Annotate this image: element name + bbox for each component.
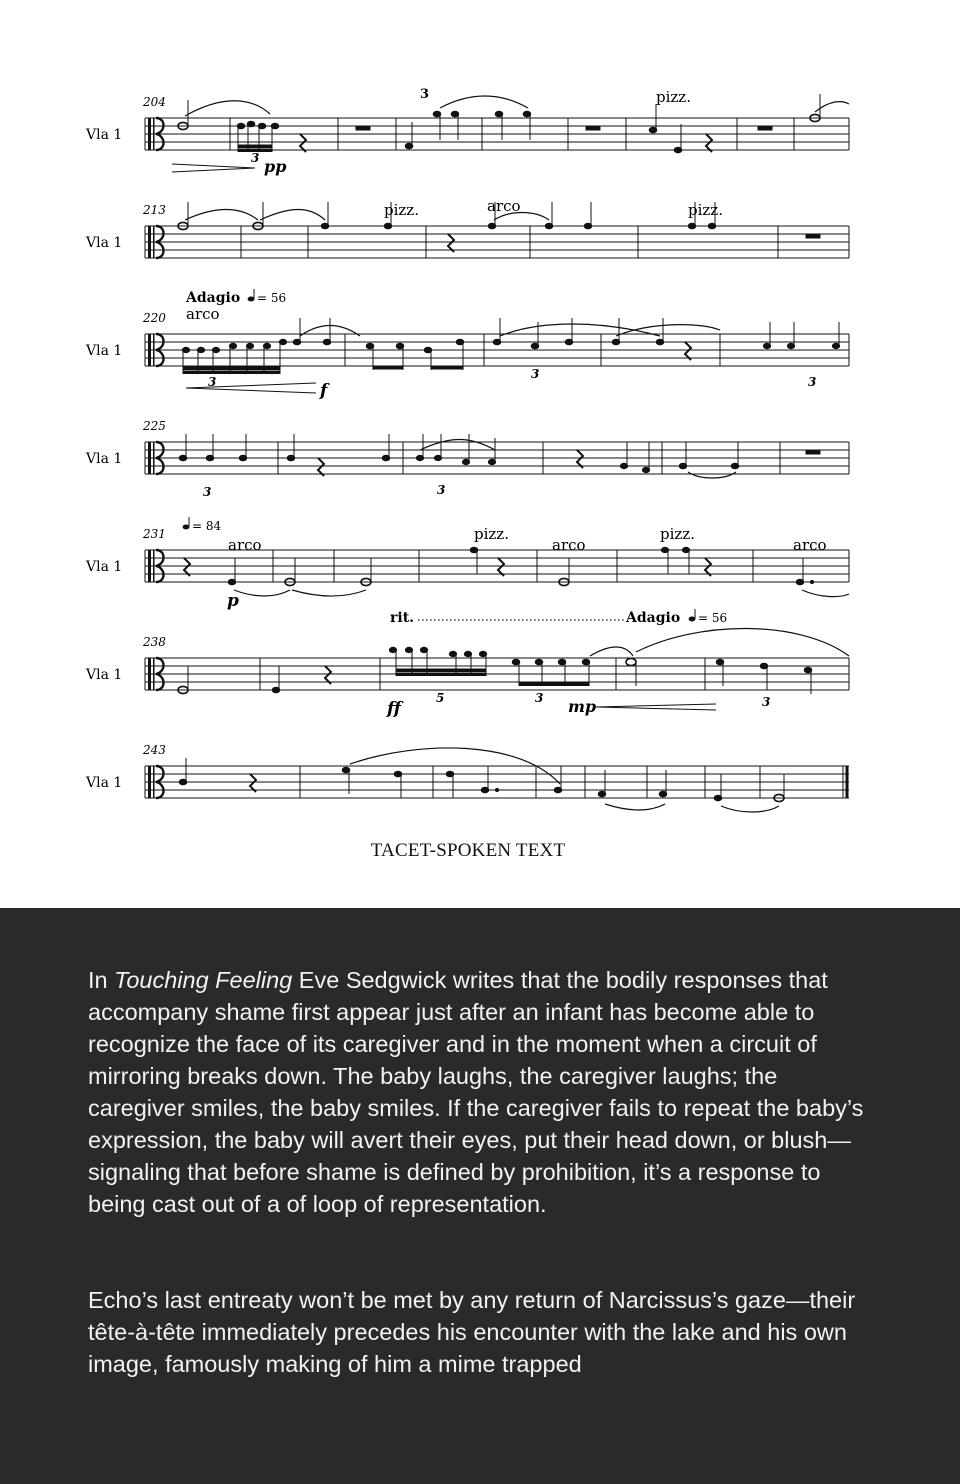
tuplet-number: 3 [437,483,446,497]
paragraph-text: Eve Sedgwick writes that the bodily responses that accompany shame first appear just after an infant has become able to recognize the face of its caregiver and in the moment when a circuit of mirroring breaks down. The baby laughs, the caregiver laughs; the caregiver smiles, the baby smiles. If the caregiver fails to repeat the baby’s expression, the baby will avert their eyes, put their head down, or blush—signaling that before shame is defined by prohibition, it’s a response to being cast out of a of loop of representation. [88,967,864,1217]
instrument-label: Vla 1 [86,451,123,467]
tempo-value: = 84 [192,519,222,533]
tuplet-number: 3 [420,87,430,102]
measure-number: 213 [143,203,166,217]
paragraph-prefix: In [88,967,115,993]
measure-number: 231 [143,527,166,541]
technique-marking: pizz. [660,525,695,543]
technique-marking: arco [487,197,521,215]
tuplet-number: 3 [531,367,540,381]
tempo-word: Adagio [186,290,241,306]
tempo-value: = 56 [257,291,287,305]
measure-number: 220 [143,311,166,325]
dynamic-marking: pp [264,157,287,176]
instrument-label: Vla 1 [86,343,123,359]
tempo-word: Adagio [626,610,681,626]
dynamic-marking: p [227,591,239,611]
system-204 [85,87,849,176]
instrument-label: Vla 1 [86,127,123,143]
instrument-label: Vla 1 [86,559,123,575]
caption: TACET-SPOKEN TEXT [370,840,566,861]
tuplet-number: 3 [203,485,212,499]
dynamic-marking: ff [387,699,402,719]
tuplet-number: 5 [436,691,445,705]
technique-marking: pizz. [688,201,723,219]
dynamic-marking: f [320,381,328,401]
dynamic-marking: mp [568,697,597,716]
essay-panel [0,908,960,1484]
technique-marking: pizz. [384,201,419,219]
technique-marking: arco [793,536,827,554]
tuplet-number: 3 [808,375,817,389]
measure-number: 225 [143,419,166,433]
tuplet-number: 3 [535,691,544,705]
technique-marking: arco [186,305,220,323]
instrument-label: Vla 1 [86,235,123,251]
essay-paragraph [88,964,878,1220]
system-220 [85,289,849,401]
tuplet-number: 3 [762,695,771,709]
measure-number: 238 [143,635,166,649]
system-225 [85,419,849,499]
technique-marking: arco [228,536,262,554]
tuplet-number: 3 [208,375,217,389]
technique-marking: arco [552,536,586,554]
instrument-label: Vla 1 [86,667,123,683]
system-243 [85,743,849,812]
system-231 [85,517,849,611]
instrument-label: Vla 1 [86,775,123,791]
essay-paragraph: Echo’s last entreaty won’t be met by any return of Narcissus’s gaze—their tête-à-tête immediately precedes his encounter with the lake and his own image, famously making of him a mime trapped [88,1287,856,1377]
technique-marking: pizz. [656,88,691,106]
technique-marking: pizz. [474,525,509,543]
system-213 [85,197,849,258]
tempo-value: = 56 [698,611,728,625]
tuplet-number: 3 [251,151,260,165]
ritardando: rit. [390,610,415,626]
measure-number: 204 [143,95,166,109]
measure-number: 243 [143,743,166,757]
system-238 [85,609,849,719]
book-title: Touching Feeling [114,967,293,993]
